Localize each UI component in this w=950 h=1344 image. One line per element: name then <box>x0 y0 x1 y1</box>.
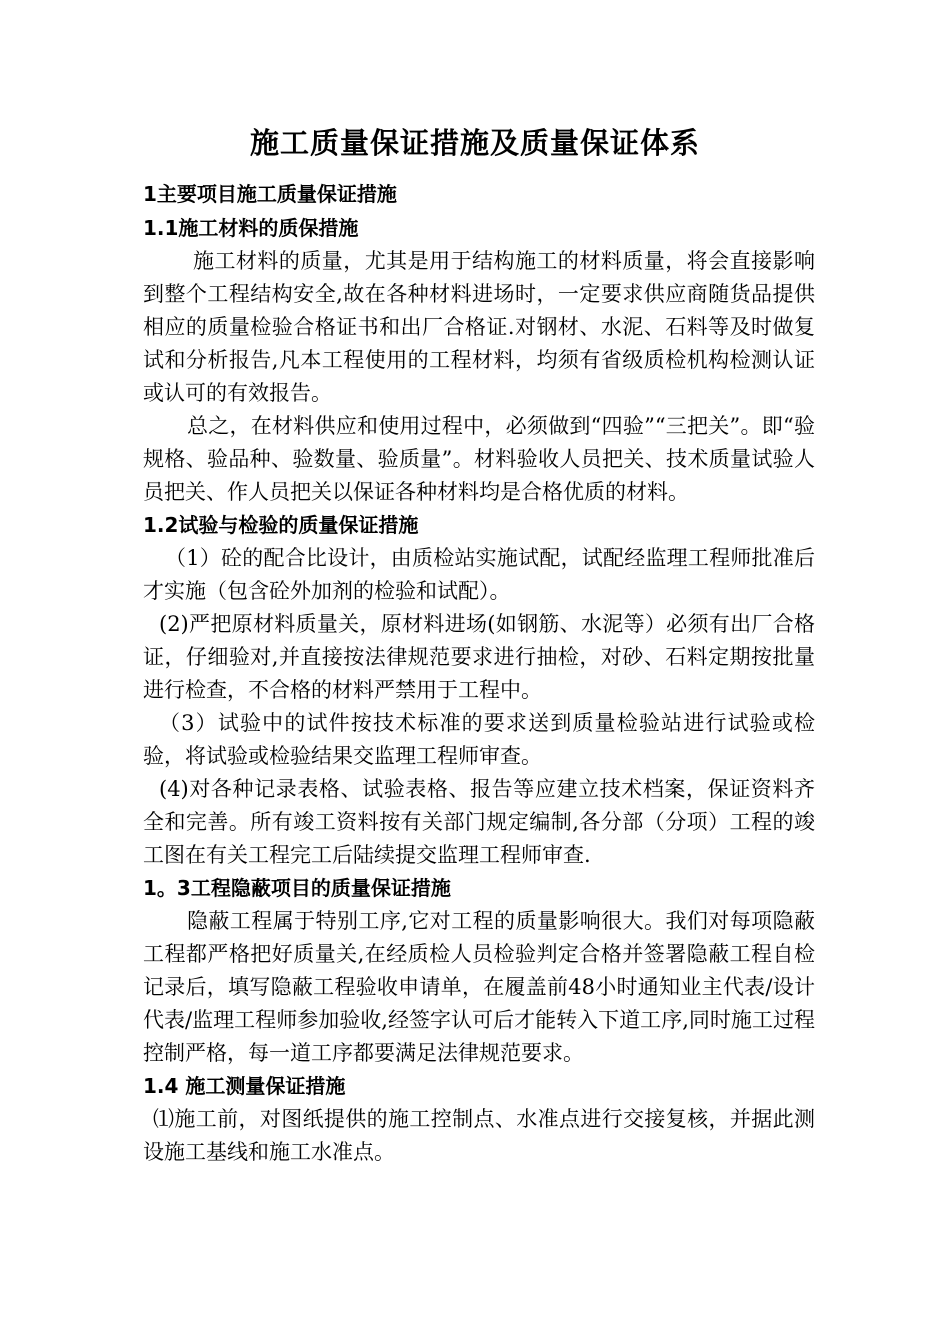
paragraph-hidden-works: 隐蔽工程属于特别工序,它对工程的质量影响很大。我们对每项隐蔽工程都严格把好质量关,在经质检人员检验判定合格并签署隐蔽工程自检记录后，填写隐蔽工程验收申请单，在履盖前48小时通知业主代表/设计代表/监理工程师参加验收,经签字认可后才能转入下道工序,同时施工过程控制严格，每一道工序都要满足法律规范要求。 <box>143 909 815 1065</box>
section-heading-1-1: 1.1施工材料的质保措施 <box>143 216 359 240</box>
list-item-1-4-1: ⑴施工前，对图纸提供的施工控制点、水准点进行交接复核，并据此测设施工基线和施工水准点。 <box>143 1107 815 1164</box>
list-item-1-2-2: (2)严把原材料质量关，原材料进场(如钢筋、水泥等）必须有出厂合格证，仔细验对,并直接按法律规范要求进行抽检，对砂、石料定期按批量进行检查，不合格的材料严禁用于工程中。 <box>143 612 815 702</box>
section-heading-1: 1主要项目施工质量保证措施 <box>143 182 397 206</box>
section-heading-1-2: 1.2试验与检验的质量保证措施 <box>143 513 419 537</box>
list-item-1-2-1: （1）砼的配合比设计，由质检站实施试配，试配经监理工程师批准后才实施（包含砼外加剂的检验和试配）。 <box>143 546 815 603</box>
section-heading-1-4: 1.4 施工测量保证措施 <box>143 1074 346 1098</box>
list-item-1-2-3: （3）试验中的试件按技术标准的要求送到质量检验站进行试验或检验，将试验或检验结果交监理工程师审查。 <box>143 711 815 768</box>
document-body <box>143 178 815 1169</box>
list-item-1-2-4: (4)对各种记录表格、试验表格、报告等应建立技术档案，保证资料齐全和完善。所有竣工资料按有关部门规定编制,各分部（分项）工程的竣工图在有关工程完工后陆续提交监理工程师审查. <box>143 777 815 867</box>
section-heading-1-3: 1。3工程隐蔽项目的质量保证措施 <box>143 876 451 900</box>
document-title: 施工质量保证措施及质量保证体系 <box>249 126 700 160</box>
paragraph-materials-summary: 总之，在材料供应和使用过程中，必须做到“四验”“三把关”。即“验规格、验品种、验数量、验质量”。材料验收人员把关、技术质量试验人员把关、作人员把关以保证各种材料均是合格优质的材料。 <box>143 414 815 504</box>
paragraph-materials-quality: 施工材料的质量，尤其是用于结构施工的材料质量，将会直接影响到整个工程结构安全,故在各种材料进场时，一定要求供应商随货品提供相应的质量检验合格证书和出厂合格证.对钢材、水泥、石料等及时做复试和分析报告,凡本工程使用的工程材料，均须有省级质检机构检测认证或认可的有效报告。 <box>143 249 815 405</box>
